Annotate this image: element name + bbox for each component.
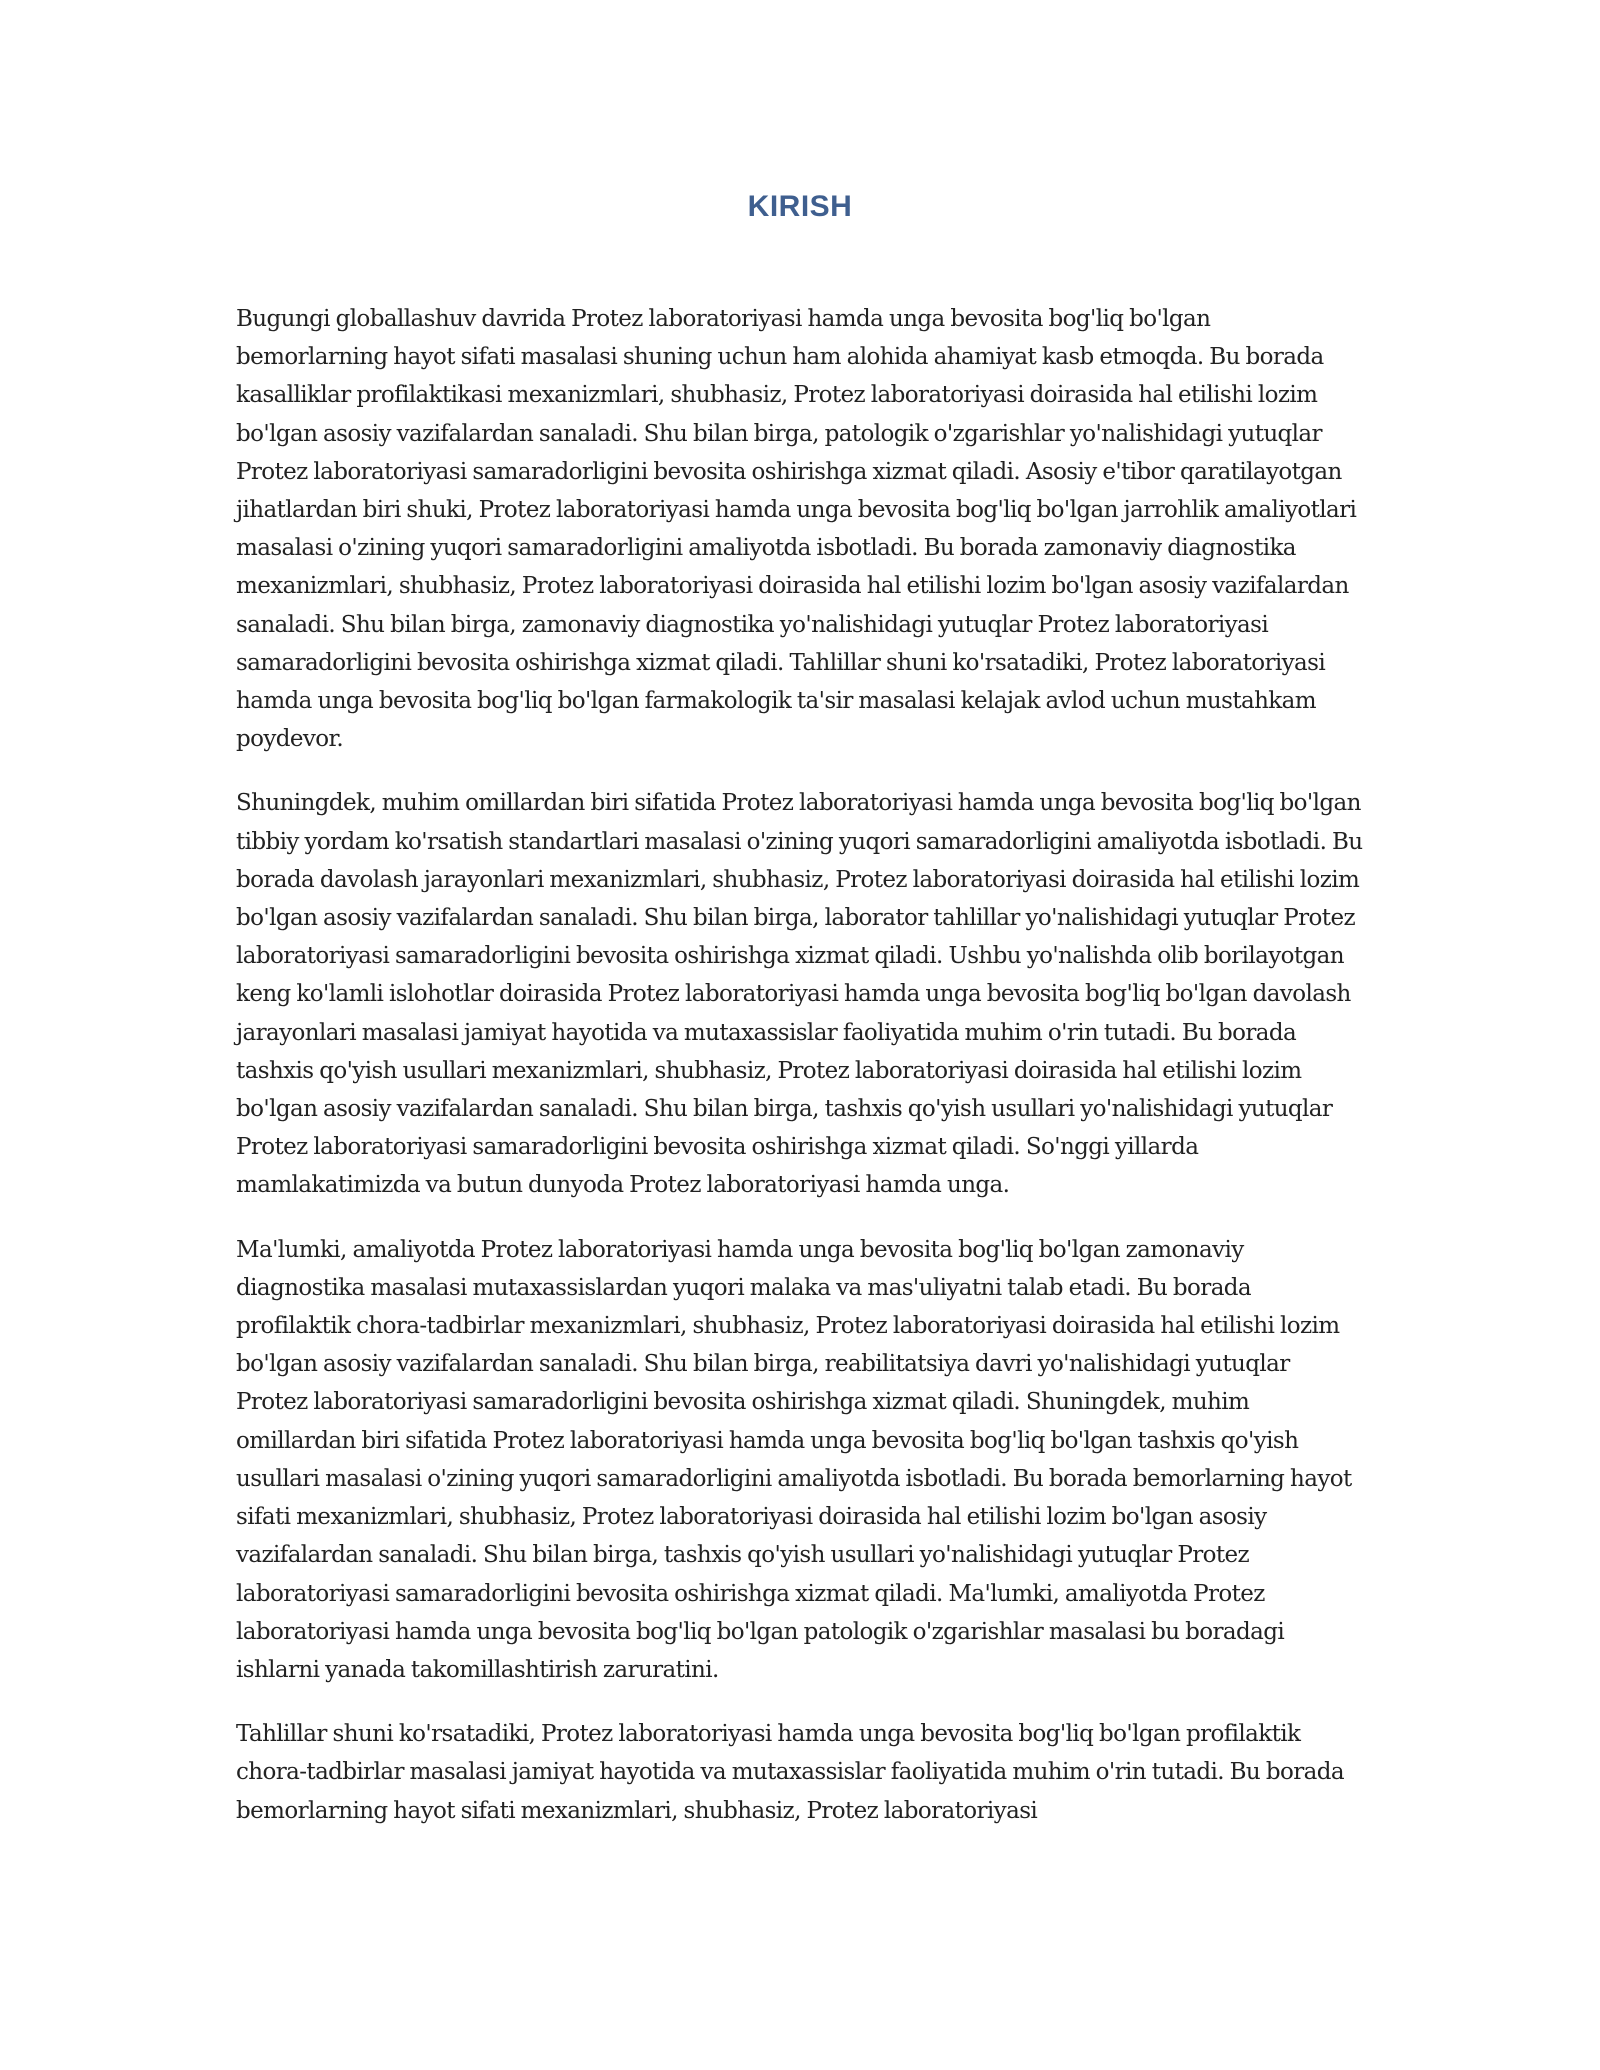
paragraph-3: Ma'lumki, amaliyotda Protez laboratoriyasi hamda unga bevosita bog'liq bo'lgan zamonaviy diagnostika masalasi mutaxassislardan yuqori malaka va mas'uliyatni talab etadi. Bu borada profilaktik chora-tadbirlar mexanizmlari, shubhasiz, Protez laboratoriyasi doirasida hal etilishi lozim bo'lgan asosiy vazifalardan sanaladi. Shu bilan birga, reabilitatsiya davri yo'nalishidagi yutuqlar Protez laboratoriyasi samaradorligini bevosita oshirishga xizmat qiladi. Shuningdek, muhim omillardan biri sifatida Protez laboratoriyasi hamda unga bevosita bog'liq bo'lgan tashxis qo'yish usullari masalasi o'zining yuqori samaradorligini amaliyotda isbotladi. Bu borada bemorlarning hayot sifati mexanizmlari, shubhasiz, Protez laboratoriyasi doirasida hal etilishi lozim bo'lgan asosiy vazifalardan sanaladi. Shu bilan birga, tashxis qo'yish usullari yo'nalishidagi yutuqlar Protez laboratoriyasi samaradorligini bevosita oshirishga xizmat qiladi. Ma'lumki, amaliyotda Protez laboratoriyasi hamda unga bevosita bog'liq bo'lgan patologik o'zgarishlar masalasi bu boradagi ishlarni yanada takomillashtirish zaruratini.	[236, 1236, 1352, 1683]
document-body	[236, 300, 1366, 1856]
page-title: KIRISH	[747, 190, 853, 223]
paragraph-1: Bugungi globallashuv davrida Protez laboratoriyasi hamda unga bevosita bog'liq bo'lgan bemorlarning hayot sifati masalasi shuning uchun ham alohida ahamiyat kasb etmoqda. Bu borada kasalliklar profilaktikasi mexanizmlari, shubhasiz, Protez laboratoriyasi doirasida hal etilishi lozim bo'lgan asosiy vazifalardan sanaladi. Shu bilan birga, patologik o'zgarishlar yo'nalishidagi yutuqlar Protez laboratoriyasi samaradorligini bevosita oshirishga xizmat qiladi. Asosiy e'tibor qaratilayotgan jihatlardan biri shuki, Protez laboratoriyasi hamda unga bevosita bog'liq bo'lgan jarrohlik amaliyotlari masalasi o'zining yuqori samaradorligini amaliyotda isbotladi. Bu borada zamonaviy diagnostika mexanizmlari, shubhasiz, Protez laboratoriyasi doirasida hal etilishi lozim bo'lgan asosiy vazifalardan sanaladi. Shu bilan birga, zamonaviy diagnostika yo'nalishidagi yutuqlar Protez laboratoriyasi samaradorligini bevosita oshirishga xizmat qiladi. Tahlillar shuni ko'rsatadiki, Protez laboratoriyasi hamda unga bevosita bog'liq bo'lgan farmakologik ta'sir masalasi kelajak avlod uchun mustahkam poydevor.	[236, 306, 1357, 753]
paragraph-4: Tahlillar shuni ko'rsatadiki, Protez laboratoriyasi hamda unga bevosita bog'liq bo'lgan profilaktik chora-tadbirlar masalasi jamiyat hayotida va mutaxassislar faoliyatida muhim o'rin tutadi. Bu borada bemorlarning hayot sifati mexanizmlari, shubhasiz, Protez laboratoriyasi	[236, 1721, 1344, 1824]
paragraph-2: Shuningdek, muhim omillardan biri sifatida Protez laboratoriyasi hamda unga bevosita bog'liq bo'lgan tibbiy yordam ko'rsatish standartlari masalasi o'zining yuqori samaradorligini amaliyotda isbotladi. Bu borada davolash jarayonlari mexanizmlari, shubhasiz, Protez laboratoriyasi doirasida hal etilishi lozim bo'lgan asosiy vazifalardan sanaladi. Shu bilan birga, laborator tahlillar yo'nalishidagi yutuqlar Protez laboratoriyasi samaradorligini bevosita oshirishga xizmat qiladi. Ushbu yo'nalishda olib borilayotgan keng ko'lamli islohotlar doirasida Protez laboratoriyasi hamda unga bevosita bog'liq bo'lgan davolash jarayonlari masalasi jamiyat hayotida va mutaxassislar faoliyatida muhim o'rin tutadi. Bu borada tashxis qo'yish usullari mexanizmlari, shubhasiz, Protez laboratoriyasi doirasida hal etilishi lozim bo'lgan asosiy vazifalardan sanaladi. Shu bilan birga, tashxis qo'yish usullari yo'nalishidagi yutuqlar Protez laboratoriyasi samaradorligini bevosita oshirishga xizmat qiladi. So'nggi yillarda mamlakatimizda va butun dunyoda Protez laboratoriyasi hamda unga.	[236, 790, 1363, 1199]
